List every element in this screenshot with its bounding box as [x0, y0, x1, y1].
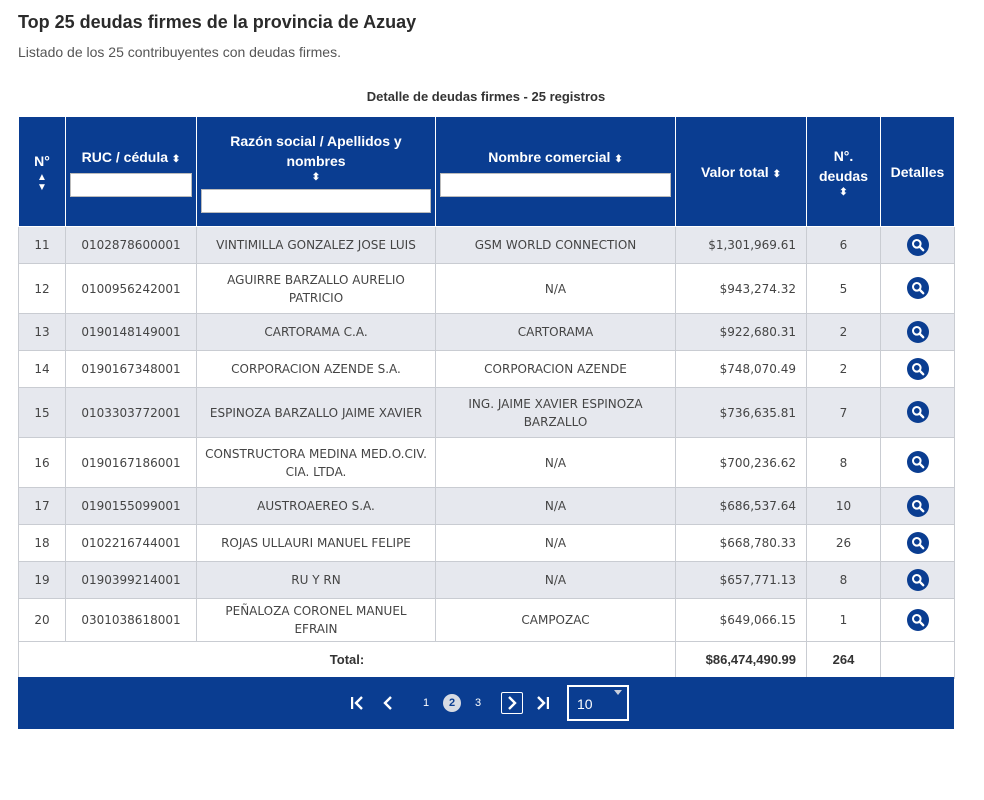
page-1-button[interactable]: 1	[422, 697, 430, 709]
search-icon	[911, 362, 925, 376]
chevron-left-icon	[382, 696, 394, 710]
row-number-cell: 16	[19, 438, 66, 488]
table-row	[19, 264, 955, 314]
razon-social-cell: RU Y RN	[197, 562, 436, 599]
search-icon	[911, 405, 925, 419]
search-icon	[911, 499, 925, 513]
caret-down-icon	[614, 690, 622, 695]
table-row	[19, 351, 955, 388]
nombre-comercial-cell: ING. JAIME XAVIER ESPINOZA BARZALLO	[436, 388, 676, 438]
details-cell	[881, 264, 955, 314]
total-label: Total:	[19, 642, 676, 679]
page-3-button[interactable]: 3	[474, 697, 482, 709]
details-cell	[881, 562, 955, 599]
nombre-comercial-cell: CAMPOZAC	[436, 599, 676, 642]
search-icon	[911, 281, 925, 295]
nombre-comercial-cell: N/A	[436, 264, 676, 314]
search-icon	[911, 573, 925, 587]
total-deudas: 264	[807, 642, 881, 679]
search-icon	[911, 325, 925, 339]
ruc-cell: 0102878600001	[66, 227, 197, 264]
search-icon	[911, 613, 925, 627]
table-caption: Detalle de deudas firmes - 25 registros	[366, 89, 606, 104]
view-details-button[interactable]	[907, 451, 929, 473]
ruc-filter-input[interactable]	[70, 173, 192, 197]
col-header-num[interactable]	[19, 117, 66, 227]
search-icon	[911, 455, 925, 469]
valor-total-cell: $736,635.81	[676, 388, 807, 438]
pagination-bar	[18, 677, 954, 729]
row-number-cell: 15	[19, 388, 66, 438]
table-row	[19, 488, 955, 525]
sort-icon: ⬍	[772, 168, 781, 180]
debts-table	[18, 116, 955, 679]
ruc-cell: 0190167348001	[66, 351, 197, 388]
razon-social-cell: VINTIMILLA GONZALEZ JOSE LUIS	[197, 227, 436, 264]
view-details-button[interactable]	[907, 277, 929, 299]
view-details-button[interactable]	[907, 234, 929, 256]
num-deudas-cell: 5	[807, 264, 881, 314]
razon-social-cell: AGUIRRE BARZALLO AURELIO PATRICIO	[197, 264, 436, 314]
table-row	[19, 562, 955, 599]
details-cell	[881, 314, 955, 351]
razon-social-cell: ESPINOZA BARZALLO JAIME XAVIER	[197, 388, 436, 438]
first-page-button[interactable]	[347, 692, 369, 714]
nombre-comercial-cell: N/A	[436, 525, 676, 562]
details-cell	[881, 525, 955, 562]
col-header-detalles	[881, 117, 955, 227]
row-number-cell: 19	[19, 562, 66, 599]
table-row	[19, 438, 955, 488]
ruc-cell: 0103303772001	[66, 388, 197, 438]
col-header-razon[interactable]	[197, 117, 436, 227]
num-deudas-cell: 7	[807, 388, 881, 438]
row-number-cell: 17	[19, 488, 66, 525]
col-header-ruc-label: RUC / cédula	[81, 148, 169, 165]
nombre-comercial-cell: CARTORAMA	[436, 314, 676, 351]
page-title: Top 25 deudas firmes de la provincia de Azuay	[18, 12, 417, 32]
razon-social-cell: PEÑALOZA CORONEL MANUEL EFRAIN	[197, 599, 436, 642]
col-header-razon-label: Razón social / Apellidos y nombres	[230, 132, 402, 169]
ruc-cell: 0190155099001	[66, 488, 197, 525]
num-deudas-cell: 2	[807, 351, 881, 388]
valor-total-cell: $668,780.33	[676, 525, 807, 562]
details-cell	[881, 438, 955, 488]
last-page-button[interactable]	[531, 692, 553, 714]
row-number-cell: 14	[19, 351, 66, 388]
view-details-button[interactable]	[907, 401, 929, 423]
first-page-icon	[350, 696, 366, 710]
details-cell	[881, 227, 955, 264]
sort-icon: ⬍	[839, 186, 848, 198]
table-row	[19, 388, 955, 438]
view-details-button[interactable]	[907, 609, 929, 631]
col-header-valor-label: Valor total	[701, 163, 769, 180]
num-deudas-cell: 2	[807, 314, 881, 351]
col-header-comercial-label: Nombre comercial	[488, 148, 611, 165]
col-header-deudas-label: N°. deudas	[818, 147, 868, 184]
search-icon	[911, 536, 925, 550]
table-row	[19, 525, 955, 562]
valor-total-cell: $686,537.64	[676, 488, 807, 525]
ruc-cell: 0190167186001	[66, 438, 197, 488]
view-details-button[interactable]	[907, 321, 929, 343]
prev-page-button[interactable]	[377, 692, 399, 714]
view-details-button[interactable]	[907, 532, 929, 554]
details-cell	[881, 388, 955, 438]
num-deudas-cell: 10	[807, 488, 881, 525]
num-deudas-cell: 26	[807, 525, 881, 562]
chevron-right-icon	[506, 696, 518, 710]
details-cell	[881, 599, 955, 642]
col-header-detalles-label: Detalles	[890, 163, 945, 180]
valor-total-cell: $649,066.15	[676, 599, 807, 642]
total-empty-cell	[881, 642, 955, 679]
nombre-comercial-cell: N/A	[436, 438, 676, 488]
razon-social-cell: CARTORAMA C.A.	[197, 314, 436, 351]
view-details-button[interactable]	[907, 495, 929, 517]
details-cell	[881, 488, 955, 525]
razon-filter-input[interactable]	[201, 189, 431, 213]
ruc-cell: 0301038618001	[66, 599, 197, 642]
num-deudas-cell: 1	[807, 599, 881, 642]
valor-total-cell: $922,680.31	[676, 314, 807, 351]
valor-total-cell: $1,301,969.61	[676, 227, 807, 264]
page-size-value: 10	[577, 696, 593, 712]
col-header-valor[interactable]	[676, 117, 807, 227]
nombre-comercial-cell: CORPORACION AZENDE	[436, 351, 676, 388]
view-details-button[interactable]	[907, 569, 929, 591]
ruc-cell: 0100956242001	[66, 264, 197, 314]
total-row	[19, 642, 955, 679]
row-number-cell: 11	[19, 227, 66, 264]
valor-total-cell: $748,070.49	[676, 351, 807, 388]
sort-icon: ▲ ▼	[37, 171, 47, 193]
row-number-cell: 20	[19, 599, 66, 642]
row-number-cell: 13	[19, 314, 66, 351]
search-icon	[911, 238, 925, 252]
sort-icon: ⬍	[614, 153, 623, 165]
num-deudas-cell: 6	[807, 227, 881, 264]
table-row	[19, 314, 955, 351]
col-header-deudas[interactable]	[807, 117, 881, 227]
razon-social-cell: AUSTROAEREO S.A.	[197, 488, 436, 525]
ruc-cell: 0102216744001	[66, 525, 197, 562]
nombre-comercial-cell: N/A	[436, 488, 676, 525]
valor-total-cell: $943,274.32	[676, 264, 807, 314]
details-cell	[881, 351, 955, 388]
next-page-button[interactable]	[501, 692, 523, 714]
page-2-button[interactable]: 2	[443, 694, 461, 712]
sort-icon: ⬍	[171, 153, 181, 165]
nombre-comercial-cell: N/A	[436, 562, 676, 599]
col-header-comercial[interactable]	[436, 117, 676, 227]
last-page-icon	[534, 696, 550, 710]
razon-social-cell: ROJAS ULLAURI MANUEL FELIPE	[197, 525, 436, 562]
sort-icon: ⬍	[311, 171, 321, 183]
razon-social-cell: CORPORACION AZENDE S.A.	[197, 351, 436, 388]
valor-total-cell: $700,236.62	[676, 438, 807, 488]
valor-total-cell: $657,771.13	[676, 562, 807, 599]
row-number-cell: 12	[19, 264, 66, 314]
page-subtitle: Listado de los 25 contribuyentes con deudas firmes.	[18, 44, 341, 60]
col-header-num-label: N°	[34, 152, 50, 169]
ruc-cell: 0190148149001	[66, 314, 197, 351]
num-deudas-cell: 8	[807, 438, 881, 488]
ruc-cell: 0190399214001	[66, 562, 197, 599]
table-row	[19, 599, 955, 642]
total-valor: $86,474,490.99	[676, 642, 807, 679]
table-row	[19, 227, 955, 264]
row-number-cell: 18	[19, 525, 66, 562]
razon-social-cell: CONSTRUCTORA MEDINA MED.O.CIV. CIA. LTDA.	[197, 438, 436, 488]
page-size-select[interactable]	[567, 685, 629, 721]
col-header-ruc[interactable]	[66, 117, 197, 227]
nombre-comercial-cell: GSM WORLD CONNECTION	[436, 227, 676, 264]
comercial-filter-input[interactable]	[440, 173, 671, 197]
num-deudas-cell: 8	[807, 562, 881, 599]
view-details-button[interactable]	[907, 358, 929, 380]
